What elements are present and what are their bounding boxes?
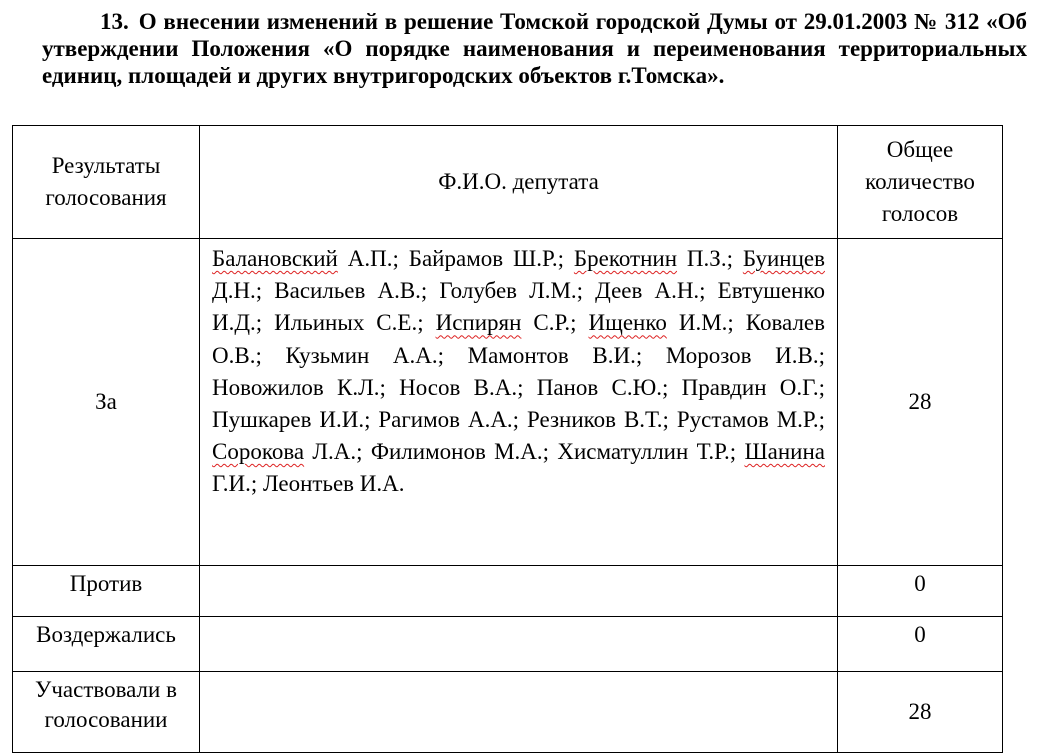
deputy-names-against: [200, 566, 838, 617]
vote-count-for: 28: [838, 239, 1003, 566]
deputy-name-flagged: Брекотнин: [573, 246, 678, 271]
header-total-votes: Общее количество голосов: [838, 126, 1003, 239]
deputy-name-flagged: Буинцев: [742, 246, 825, 271]
vote-count-abstained: 0: [838, 617, 1003, 672]
table-row-for: [13, 239, 1003, 566]
deputy-names-segment: Л.А.; Филимонов М.А.; Хисматуллин Т.Р.;: [304, 439, 745, 465]
table-header-row: [13, 126, 1003, 239]
deputy-names-segment: И.М.; Ковалев О.В.; Кузьмин А.А.; Мамонтов В.И.; Морозов И.В.; Новожилов К.Л.; Носов В.А.; Панов С.Ю.; Правдин О.Г.; Пушкарев И.И.; Рагимов А.А.; Резников В.Т.; Рустамов М.Р.;: [212, 310, 825, 433]
deputy-names-segment: Г.И.; Леонтьев И.А.: [212, 471, 405, 497]
deputy-name-flagged: Ищенко: [588, 310, 667, 336]
agenda-item-heading: [42, 8, 1027, 89]
deputy-names-for: [200, 239, 838, 566]
result-label-participated: Участвовали в голосовании: [13, 672, 200, 753]
deputy-names-participated: [200, 672, 838, 753]
table-row-participated: [13, 672, 1003, 753]
deputy-names-segment: С.Р.;: [521, 310, 589, 336]
deputy-names-segment: А.П.; Байрамов Ш.Р.;: [337, 246, 574, 271]
result-label-abstained: Воздержались: [13, 617, 200, 672]
agenda-item-number: 13.: [100, 9, 129, 34]
deputy-name-flagged: Балановский: [212, 246, 338, 271]
deputy-names-segment: П.З.;: [677, 246, 743, 271]
result-label-against: Против: [13, 566, 200, 617]
deputy-name-flagged: Испирян: [435, 310, 522, 336]
result-label-for: За: [13, 239, 200, 566]
voting-results-table: [12, 125, 1003, 753]
deputy-name-flagged: Сорокова: [212, 439, 305, 465]
table-row-abstained: [13, 617, 1003, 672]
header-deputy-name: Ф.И.О. депутата: [200, 126, 838, 239]
deputy-names-abstained: [200, 617, 838, 672]
vote-count-participated: 28: [838, 672, 1003, 753]
table-row-against: [13, 566, 1003, 617]
header-voting-results: Результаты голосования: [13, 126, 200, 239]
vote-count-against: 0: [838, 566, 1003, 617]
deputy-name-flagged: Шанина: [744, 439, 825, 465]
deputy-names-segment: Д.Н.; Васильев А.В.; Голубев Л.М.; Деев А.Н.; Евтушенко И.Д.; Ильиных С.Е.;: [212, 278, 825, 336]
agenda-item-title: О внесении изменений в решение Томской городской Думы от 29.01.2003 № 312 «Об утверждении Положения «О порядке наименования и переименования территориальных единиц, площадей и других внутригородских объектов г.Томска».: [42, 9, 1027, 88]
